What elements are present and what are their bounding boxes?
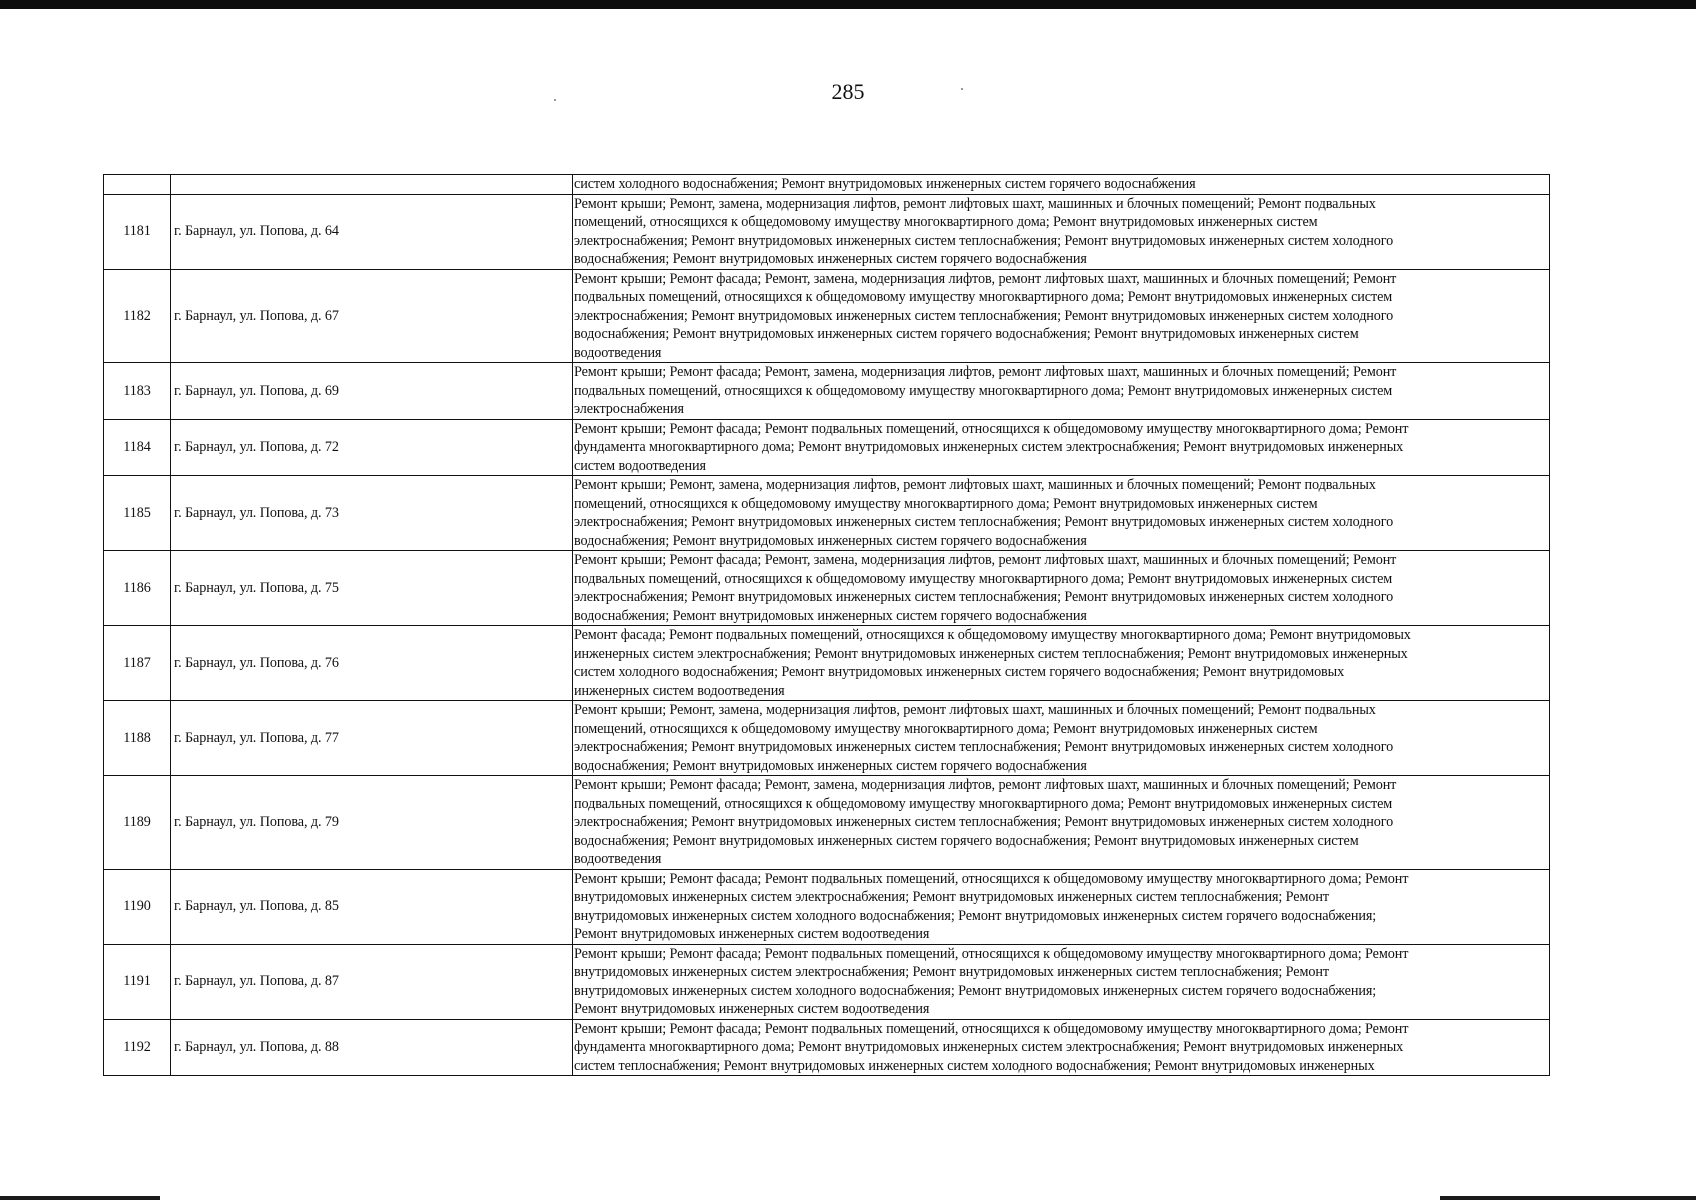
works-line: электроснабжения [574,401,684,417]
row-address: г. Барнаул, ул. Попова, д. 64 [171,194,573,269]
works-line: водоснабжения; Ремонт внутридомовых инженерных систем горячего водоснабжения; Ремонт внутридомовых инженерных систем [574,832,1359,849]
row-address: г. Барнаул, ул. Попова, д. 76 [171,626,573,701]
row-address: г. Барнаул, ул. Попова, д. 75 [171,551,573,626]
row-number: 1183 [104,363,171,420]
row-address: г. Барнаул, ул. Попова, д. 88 [171,1019,573,1076]
works-line: электроснабжения; Ремонт внутридомовых инженерных систем теплоснабжения; Ремонт внутридомовых инженерных систем холодного [574,739,1394,755]
table-row [104,869,1550,944]
row-works [573,476,1550,551]
scan-speck [961,88,963,90]
works-line: электроснабжения; Ремонт внутридомовых инженерных систем теплоснабжения; Ремонт внутридомовых инженерных систем холодного [574,514,1394,530]
table-row [104,551,1550,626]
works-line: систем холодного водоснабжения; Ремонт внутридомовых инженерных систем горячего водоснабжения; Ремонт внутридомовых [574,664,1345,680]
table-body [104,175,1550,1076]
works-line: помещений, относящихся к общедомовому имуществу многоквартирного дома; Ремонт внутридомовых инженерных систем [574,495,1318,512]
scan-border-top [0,0,1696,9]
works-line: фундамента многоквартирного дома; Ремонт внутридомовых инженерных систем электроснабжения; Ремонт внутридомовых инженерных [574,439,1404,455]
row-number: 1192 [104,1019,171,1076]
works-line: Ремонт крыши; Ремонт фасада; Ремонт, замена, модернизация лифтов, ремонт лифтовых шахт, машинных и блочных помещений; Ремонт [574,552,1397,568]
table-row [104,476,1550,551]
works-line: водоснабжения; Ремонт внутридомовых инженерных систем горячего водоснабжения [574,251,1087,267]
works-line: Ремонт крыши; Ремонт фасада; Ремонт, замена, модернизация лифтов, ремонт лифтовых шахт, машинных и блочных помещений; Ремонт [574,777,1397,793]
table-row [104,701,1550,776]
works-line: Ремонт крыши; Ремонт фасада; Ремонт подвальных помещений, относящихся к общедомовому имуществу многоквартирного дома; Ремонт [574,870,1409,887]
works-line: систем теплоснабжения; Ремонт внутридомовых инженерных систем холодного водоснабжения; Ремонт внутридомовых инженерных [574,1057,1375,1074]
row-number: 1182 [104,269,171,363]
row-number: 1187 [104,626,171,701]
scan-border-bottom-left [0,1196,160,1200]
row-works [573,776,1550,870]
row-address: г. Барнаул, ул. Попова, д. 72 [171,419,573,476]
row-number: 1184 [104,419,171,476]
row-number: 1188 [104,701,171,776]
page-number: 285 [831,79,865,104]
works-line: водоснабжения; Ремонт внутридомовых инженерных систем горячего водоснабжения; Ремонт внутридомовых инженерных систем [574,326,1359,342]
works-line: систем водоотведения [574,457,706,474]
works-line: внутридомовых инженерных систем электроснабжения; Ремонт внутридомовых инженерных систем теплоснабжения; Ремонт [574,964,1329,980]
works-line: помещений, относящихся к общедомовому имуществу многоквартирного дома; Ремонт внутридомовых инженерных систем [574,720,1318,737]
row-number: 1186 [104,551,171,626]
row-address: г. Барнаул, ул. Попова, д. 79 [171,776,573,870]
scan-speck [554,99,556,101]
works-line: Ремонт крыши; Ремонт, замена, модернизация лифтов, ремонт лифтовых шахт, машинных и блочных помещений; Ремонт подвальных [574,702,1376,718]
works-line: электроснабжения; Ремонт внутридомовых инженерных систем теплоснабжения; Ремонт внутридомовых инженерных систем холодного [574,589,1394,605]
row-address: г. Барнаул, ул. Попова, д. 87 [171,944,573,1019]
works-line: Ремонт внутридомовых инженерных систем водоотведения [574,926,930,942]
row-works [573,869,1550,944]
table-row [104,363,1550,420]
row-works [573,944,1550,1019]
works-line: подвальных помещений, относящихся к общедомовому имуществу многоквартирного дома; Ремонт внутридомовых инженерных систем [574,382,1393,399]
row-address: г. Барнаул, ул. Попова, д. 73 [171,476,573,551]
table-row [104,944,1550,1019]
row-address [171,175,573,195]
row-address: г. Барнаул, ул. Попова, д. 85 [171,869,573,944]
works-line: подвальных помещений, относящихся к общедомовому имуществу многоквартирного дома; Ремонт внутридомовых инженерных систем [574,570,1393,587]
works-line: Ремонт крыши; Ремонт фасада; Ремонт, замена, модернизация лифтов, ремонт лифтовых шахт, машинных и блочных помещений; Ремонт [574,270,1397,287]
works-line: Ремонт крыши; Ремонт фасада; Ремонт подвальных помещений, относящихся к общедомовому имуществу многоквартирного дома; Ремонт [574,945,1409,962]
works-line: Ремонт крыши; Ремонт фасада; Ремонт, замена, модернизация лифтов, ремонт лифтовых шахт, машинных и блочных помещений; Ремонт [574,364,1397,380]
works-line: Ремонт крыши; Ремонт фасада; Ремонт подвальных помещений, относящихся к общедомовому имуществу многоквартирного дома; Ремонт [574,420,1409,437]
works-line: электроснабжения; Ремонт внутридомовых инженерных систем теплоснабжения; Ремонт внутридомовых инженерных систем холодного [574,232,1394,249]
row-address: г. Барнаул, ул. Попова, д. 77 [171,701,573,776]
row-works [573,419,1550,476]
works-line: подвальных помещений, относящихся к общедомовому имуществу многоквартирного дома; Ремонт внутридомовых инженерных систем [574,795,1393,812]
works-line: электроснабжения; Ремонт внутридомовых инженерных систем теплоснабжения; Ремонт внутридомовых инженерных систем холодного [574,814,1394,830]
repair-works-table [103,174,1550,1076]
works-line: водоотведения [574,344,662,361]
works-line: электроснабжения; Ремонт внутридомовых инженерных систем теплоснабжения; Ремонт внутридомовых инженерных систем холодного [574,307,1394,324]
row-number [104,175,171,195]
row-number: 1190 [104,869,171,944]
works-line: инженерных систем электроснабжения; Ремонт внутридомовых инженерных систем теплоснабжения; Ремонт внутридомовых инженерных [574,645,1408,662]
scan-border-bottom-right [1440,1196,1696,1200]
row-works [573,626,1550,701]
row-address: г. Барнаул, ул. Попова, д. 69 [171,363,573,420]
row-number: 1185 [104,476,171,551]
works-line: систем холодного водоснабжения; Ремонт внутридомовых инженерных систем горячего водоснабжения [574,176,1196,192]
works-line: Ремонт крыши; Ремонт, замена, модернизация лифтов, ремонт лифтовых шахт, машинных и блочных помещений; Ремонт подвальных [574,195,1376,212]
table-row [104,626,1550,701]
works-line: водоснабжения; Ремонт внутридомовых инженерных систем горячего водоснабжения [574,607,1087,624]
works-line: внутридомовых инженерных систем холодного водоснабжения; Ремонт внутридомовых инженерных систем горячего водоснабжения; [574,907,1377,924]
works-line: подвальных помещений, относящихся к общедомовому имуществу многоквартирного дома; Ремонт внутридомовых инженерных систем [574,289,1393,305]
works-line: Ремонт крыши; Ремонт фасада; Ремонт подвальных помещений, относящихся к общедомовому имуществу многоквартирного дома; Ремонт [574,1020,1409,1037]
row-works [573,363,1550,420]
row-works [573,175,1550,195]
table-row [104,194,1550,269]
table-row [104,776,1550,870]
works-line: инженерных систем водоотведения [574,682,785,699]
works-line: фундамента многоквартирного дома; Ремонт внутридомовых инженерных систем электроснабжения; Ремонт внутридомовых инженерных [574,1039,1404,1055]
works-line: Ремонт крыши; Ремонт, замена, модернизация лифтов, ремонт лифтовых шахт, машинных и блочных помещений; Ремонт подвальных [574,477,1376,493]
row-number: 1189 [104,776,171,870]
row-works [573,194,1550,269]
works-line: водоснабжения; Ремонт внутридомовых инженерных систем горячего водоснабжения [574,757,1087,774]
works-line: водоснабжения; Ремонт внутридомовых инженерных систем горячего водоснабжения [574,532,1087,549]
row-number: 1181 [104,194,171,269]
works-line: внутридомовых инженерных систем электроснабжения; Ремонт внутридомовых инженерных систем теплоснабжения; Ремонт [574,889,1329,905]
works-line: водоотведения [574,851,662,867]
row-works [573,1019,1550,1076]
row-works [573,269,1550,363]
table-row-continuation [104,175,1550,195]
row-works [573,701,1550,776]
works-line: внутридомовых инженерных систем холодного водоснабжения; Ремонт внутридомовых инженерных систем горячего водоснабжения; [574,982,1377,999]
table-row [104,419,1550,476]
table-row [104,269,1550,363]
row-works [573,551,1550,626]
works-line: помещений, относящихся к общедомовому имуществу многоквартирного дома; Ремонт внутридомовых инженерных систем [574,214,1318,230]
works-line: Ремонт фасада; Ремонт подвальных помещений, относящихся к общедомовому имуществу многоквартирного дома; Ремонт внутридомовых [574,627,1411,643]
table-row [104,1019,1550,1076]
row-number: 1191 [104,944,171,1019]
works-line: Ремонт внутридомовых инженерных систем водоотведения [574,1001,930,1017]
row-address: г. Барнаул, ул. Попова, д. 67 [171,269,573,363]
